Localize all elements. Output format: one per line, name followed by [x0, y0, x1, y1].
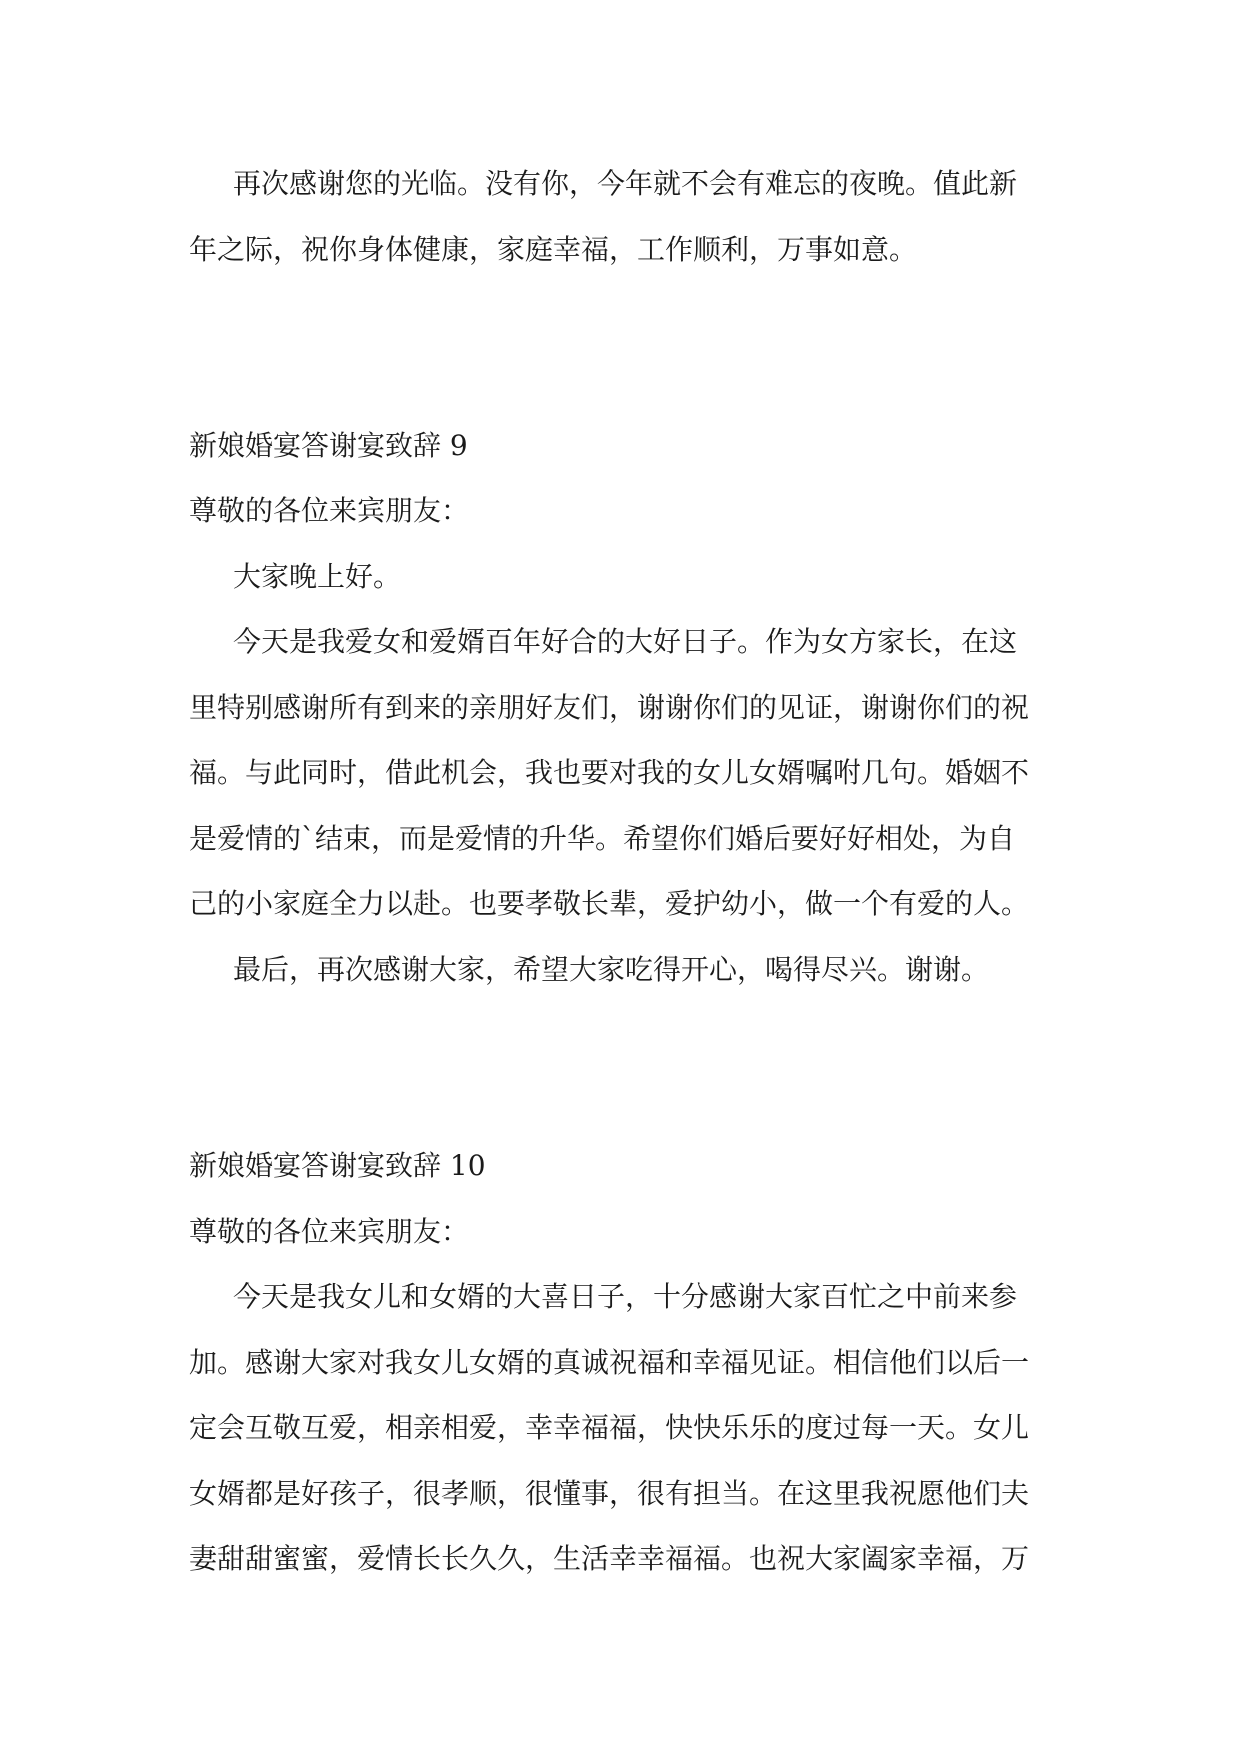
paragraph-line: 妻甜甜蜜蜜，爱情长长久久，生活幸幸福福。也祝大家阖家幸福，万: [189, 1542, 1030, 1575]
section-title: 新娘婚宴答谢宴致辞 10: [189, 1149, 486, 1182]
paragraph-line: 加。感谢大家对我女儿女婿的真诚祝福和幸福见证。相信他们以后一: [189, 1346, 1030, 1379]
paragraph-line: 女婿都是好孩子，很孝顺，很懂事，很有担当。在这里我祝愿他们夫: [189, 1477, 1030, 1510]
paragraph-line: 今天是我女儿和女婿的大喜日子，十分感谢大家百忙之中前来参: [233, 1280, 1018, 1313]
paragraph-line: 再次感谢您的光临。没有你，今年就不会有难忘的夜晚。值此新: [233, 167, 1018, 200]
salutation: 尊敬的各位来宾朋友：: [189, 494, 470, 527]
paragraph-line: 里特别感谢所有到来的亲朋好友们，谢谢你们的见证，谢谢你们的祝: [189, 691, 1030, 724]
paragraph-line: 最后，再次感谢大家，希望大家吃得开心，喝得尽兴。谢谢。: [233, 953, 990, 986]
paragraph-line: 年之际，祝你身体健康，家庭幸福，工作顺利，万事如意。: [189, 233, 918, 266]
paragraph-line: 己的小家庭全力以赴。也要孝敬长辈，爱护幼小，做一个有爱的人。: [189, 887, 1030, 920]
section-title: 新娘婚宴答谢宴致辞 9: [189, 429, 468, 462]
paragraph-line: 福。与此同时，借此机会，我也要对我的女儿女婿嘱咐几句。婚姻不: [189, 756, 1030, 789]
paragraph-line: 是爱情的`结束，而是爱情的升华。希望你们婚后要好好相处，为自: [189, 822, 1016, 855]
greeting: 大家晚上好。: [233, 560, 402, 593]
salutation: 尊敬的各位来宾朋友：: [189, 1215, 470, 1248]
paragraph-line: 今天是我爱女和爱婿百年好合的大好日子。作为女方家长，在这: [233, 625, 1018, 658]
paragraph-line: 定会互敬互爱，相亲相爱，幸幸福福，快快乐乐的度过每一天。女儿: [189, 1411, 1030, 1444]
